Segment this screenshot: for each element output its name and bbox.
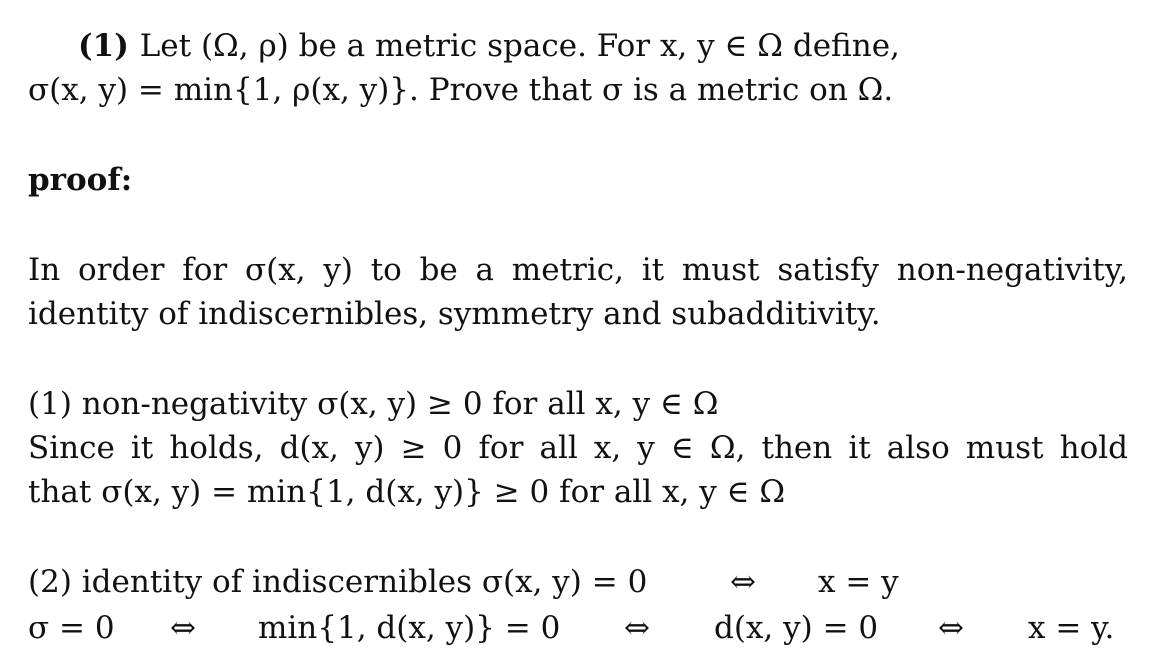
iff-symbol: ⇔ [170, 610, 196, 646]
problem-statement-line-1 [78, 24, 900, 68]
distance-zero: d(x, y) = 0 [714, 610, 879, 646]
non-negativity-line-2: Since it holds, d(x, y) ≥ 0 for all x, y ∈ Ω, then it also must hold [28, 430, 1128, 466]
problem-statement-line-2: σ(x, y) = min{1, ρ(x, y)}. Prove that σ is a metric on Ω. [28, 72, 894, 108]
min-expression-zero: min{1, d(x, y)} = 0 [258, 610, 561, 646]
proof-intro-line-1: In order for σ(x, y) to be a metric, it must satisfy non-negativity, [28, 252, 1128, 288]
x-equals-y: x = y. [1028, 610, 1115, 646]
proof-intro-line-2: identity of indiscernibles, symmetry and subadditivity. [28, 296, 881, 332]
iff-symbol: ⇔ [730, 564, 756, 600]
sigma-zero: σ = 0 [28, 610, 115, 646]
problem-text-1: Let (Ω, ρ) be a metric space. For x, y ∈ Ω define, [139, 28, 900, 64]
non-negativity-heading: (1) non-negativity σ(x, y) ≥ 0 for all x, y ∈ Ω [28, 386, 719, 422]
iff-symbol: ⇔ [938, 610, 964, 646]
problem-number: (1) [78, 28, 140, 64]
proof-heading: proof: [28, 162, 133, 198]
iff-symbol: ⇔ [624, 610, 650, 646]
identity-heading-row [28, 560, 1128, 604]
identity-heading: (2) identity of indiscernibles σ(x, y) = 0 [28, 564, 648, 600]
identity-condition: x = y [818, 564, 899, 600]
identity-equivalence-row [28, 606, 1128, 650]
non-negativity-line-3: that σ(x, y) = min{1, d(x, y)} ≥ 0 for all x, y ∈ Ω [28, 474, 786, 510]
